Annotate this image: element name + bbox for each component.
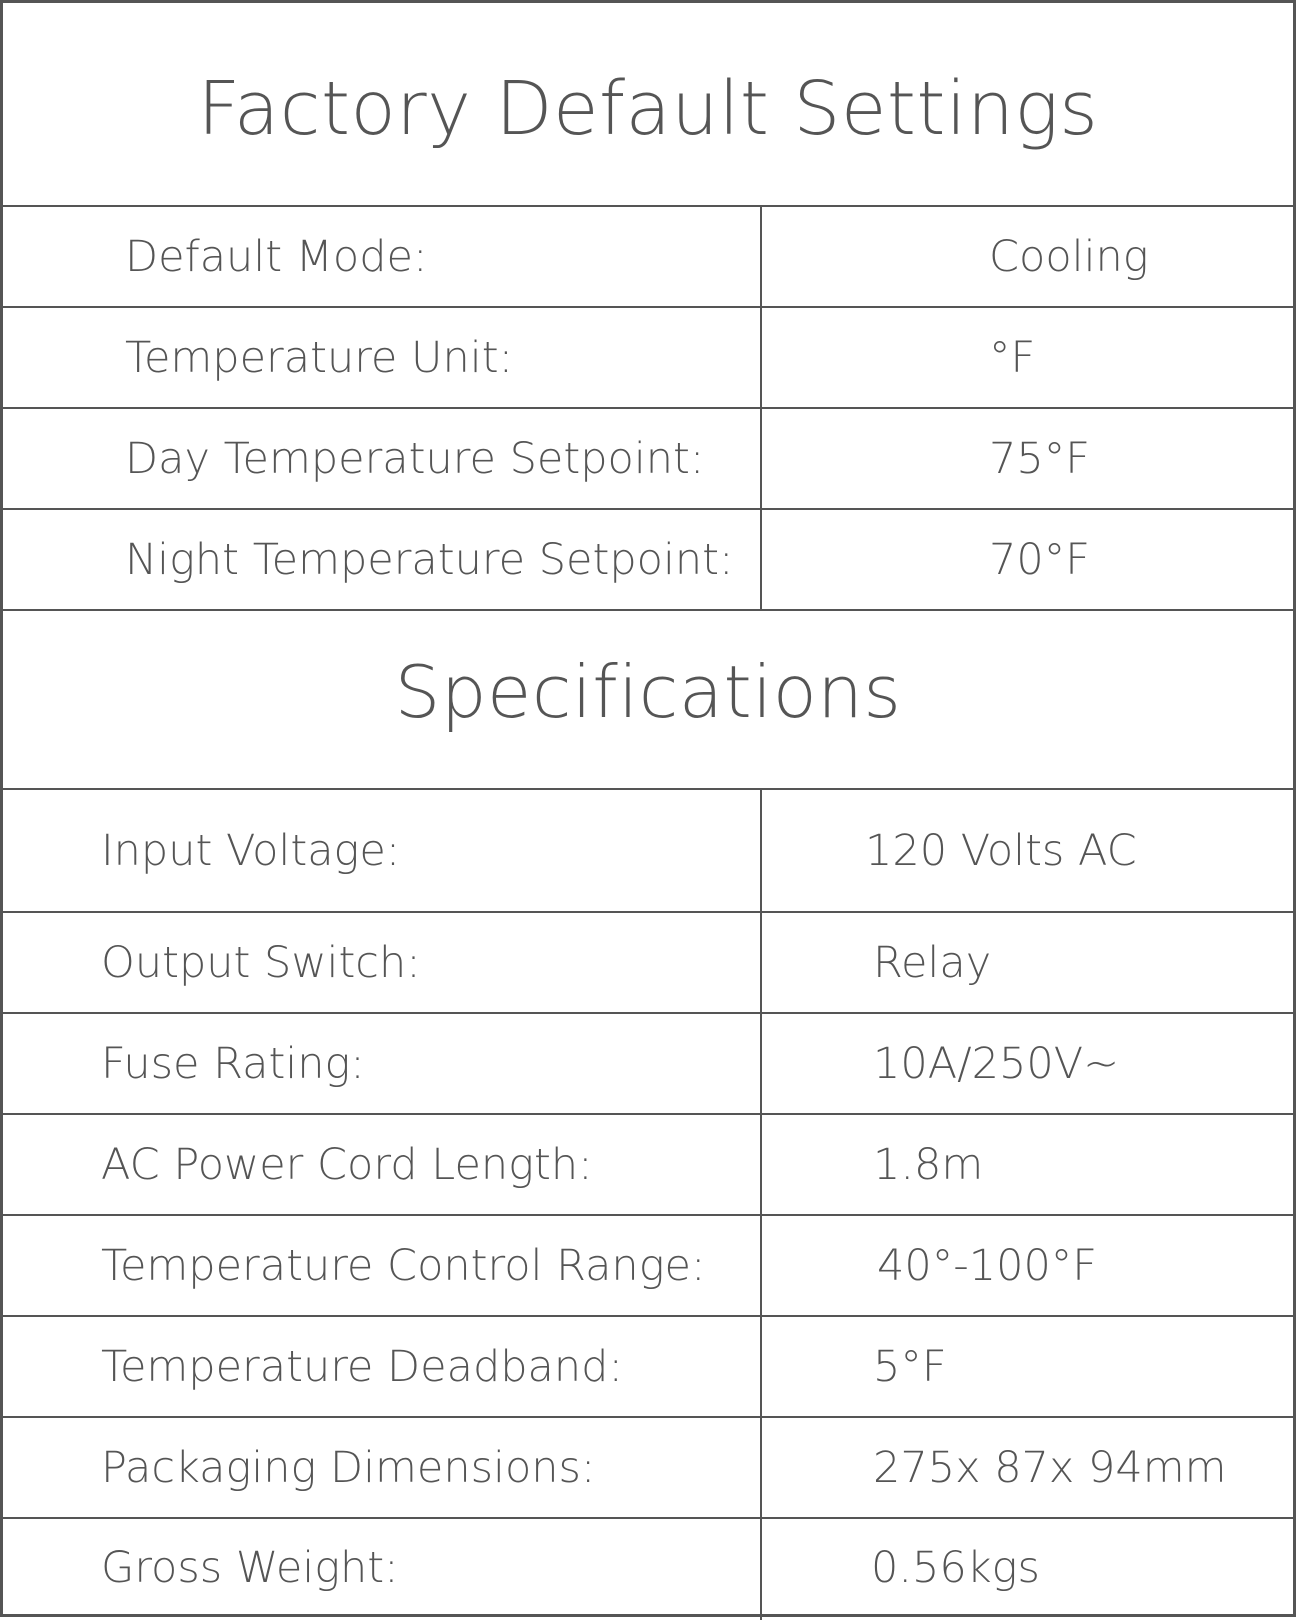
- deadband-value: 5°F: [873, 1341, 947, 1392]
- fuse-rating-value: 10A/250V~: [873, 1038, 1120, 1089]
- input-voltage-label: Input Voltage:: [101, 826, 401, 876]
- packaging-dimensions-value: 275x 87x 94mm: [873, 1442, 1227, 1493]
- control-range-label: Temperature Control Range:: [101, 1240, 706, 1291]
- power-cord-length-label: AC Power Cord Length:: [101, 1139, 593, 1190]
- power-cord-length-value: 1.8m: [873, 1139, 984, 1190]
- default-mode-label: Default Mode:: [125, 232, 428, 282]
- default-mode-value: Cooling: [989, 232, 1149, 282]
- day-setpoint-value: 75°F: [989, 434, 1090, 484]
- deadband-label: Temperature Deadband:: [101, 1341, 623, 1392]
- gross-weight-value: 0.56kgs: [871, 1543, 1040, 1593]
- temperature-unit-value: °F: [989, 333, 1036, 383]
- input-voltage-value: 120 Volts AC: [865, 826, 1137, 876]
- factory-default-settings-title: Factory Default Settings: [197, 66, 1099, 152]
- day-setpoint-label: Day Temperature Setpoint:: [125, 434, 705, 484]
- gross-weight-label: Gross Weight:: [101, 1543, 399, 1593]
- temperature-unit-label: Temperature Unit:: [125, 333, 514, 383]
- night-setpoint-value: 70°F: [989, 535, 1090, 585]
- output-switch-label: Output Switch:: [101, 937, 421, 988]
- fuse-rating-label: Fuse Rating:: [101, 1038, 365, 1089]
- packaging-dimensions-label: Packaging Dimensions:: [101, 1442, 596, 1493]
- night-setpoint-label: Night Temperature Setpoint:: [125, 535, 734, 585]
- control-range-value: 40°-100°F: [877, 1240, 1098, 1291]
- output-switch-value: Relay: [873, 937, 992, 988]
- specifications-title: Specifications: [394, 650, 902, 734]
- column-divider: [760, 790, 762, 1620]
